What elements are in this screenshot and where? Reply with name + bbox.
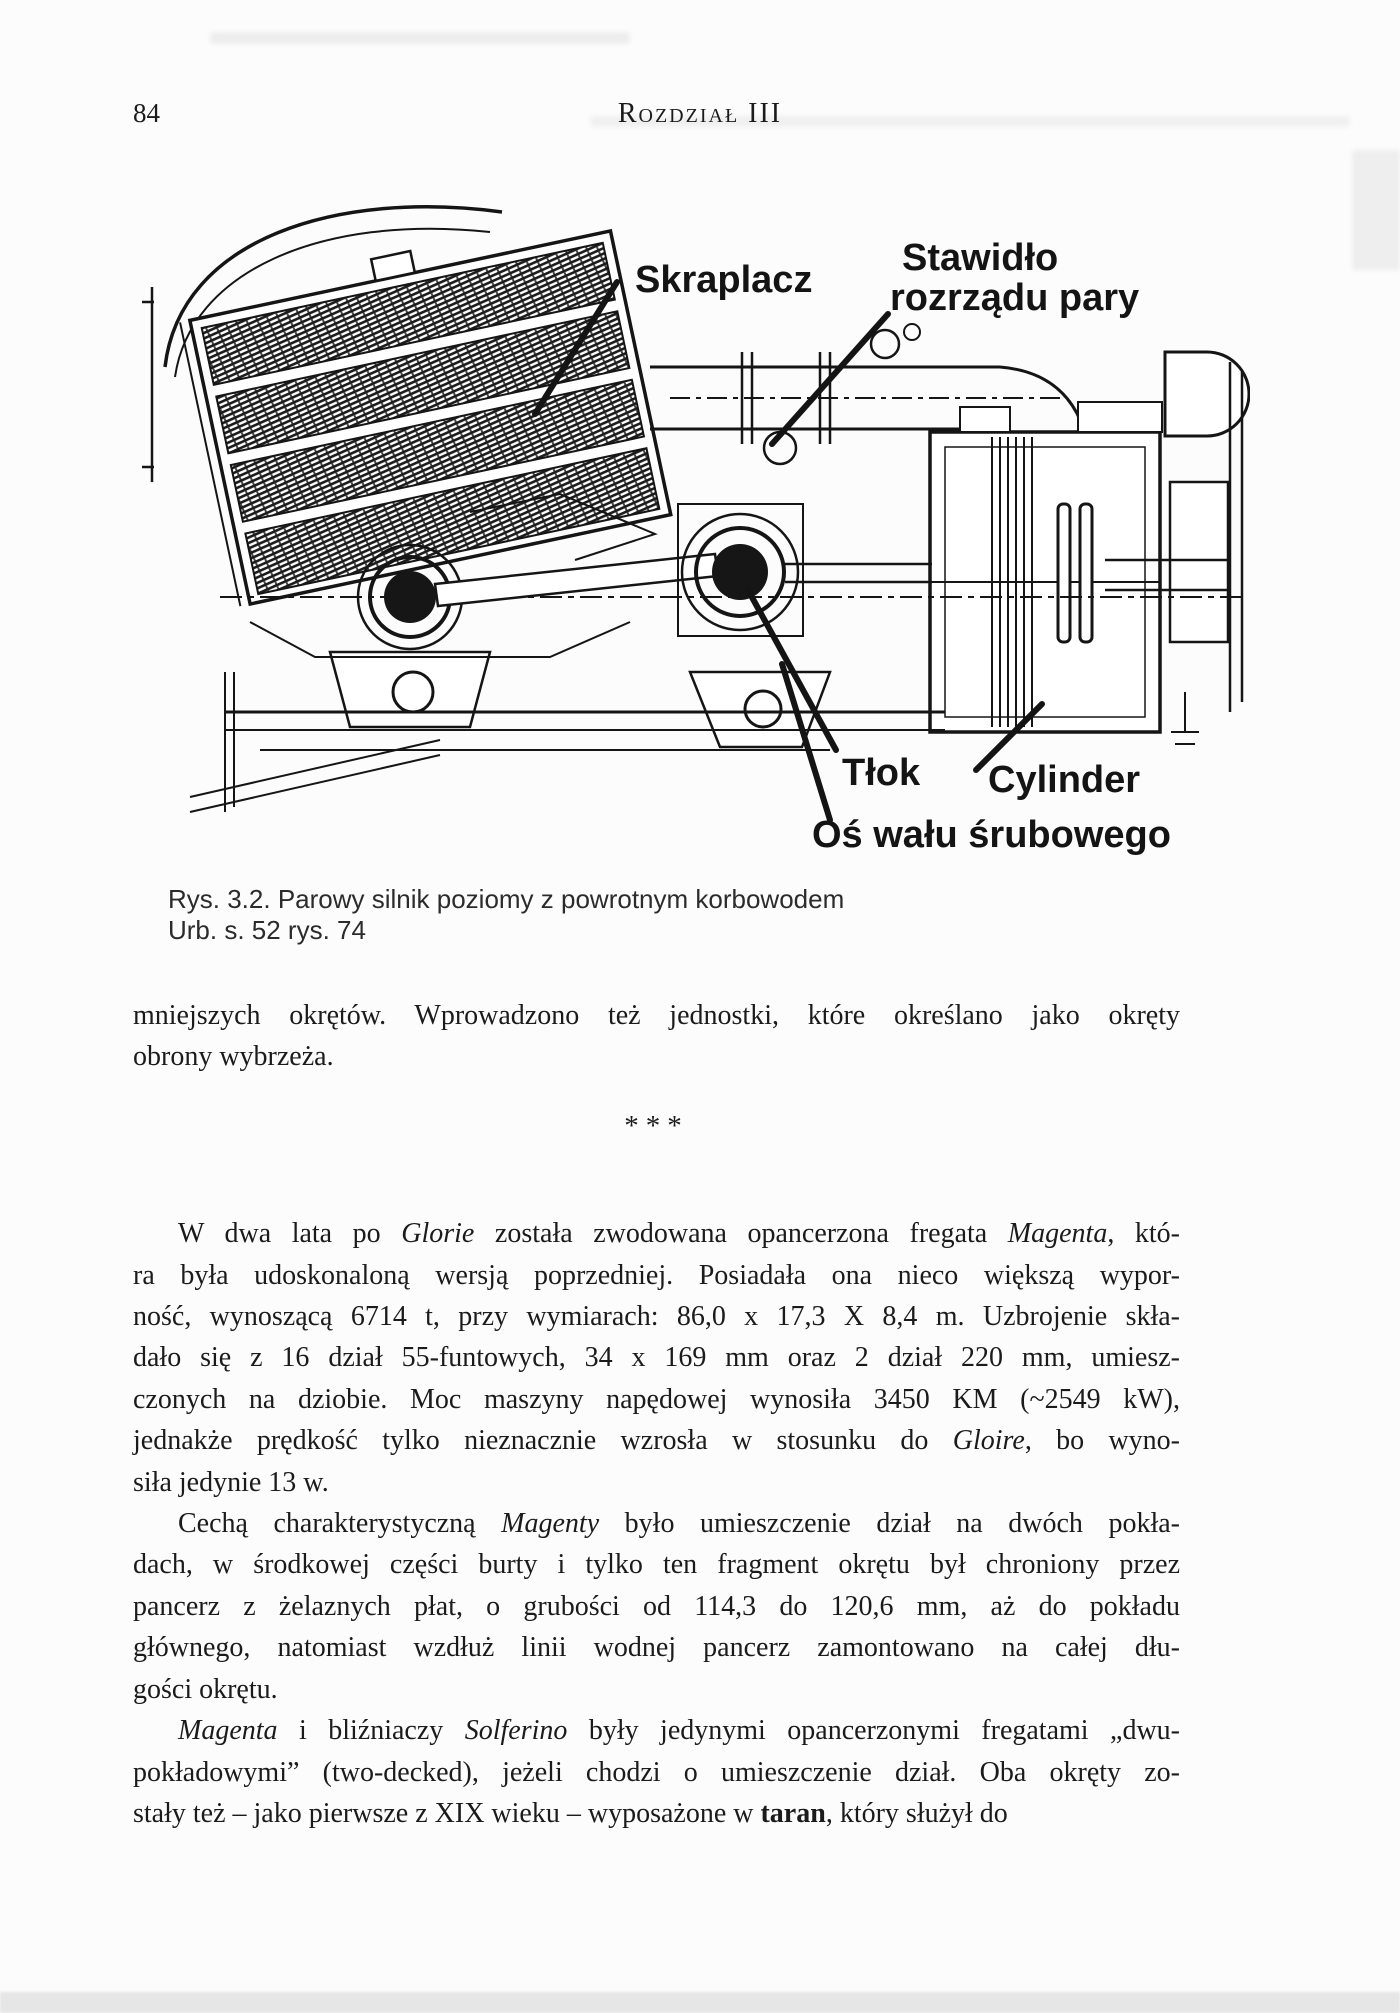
paragraphs-after-separator [133, 1213, 1180, 1834]
text-line: ność, wynoszącą 6714 t, przy wymiarach: 86,0 x 17,3 X 8,4 m. Uzbrojenie skła- [133, 1301, 1180, 1333]
text-line: głównego, natomiast wzdłuż linii wodnej pancerz zamontowano na całej dłu- [133, 1632, 1180, 1664]
text-line: pokładowymi” (two-decked), jeżeli chodzi o umieszczenie dział. Oba okręty zo- [133, 1756, 1180, 1788]
text-line: mniejszych okrętów. Wprowadzono też jednostki, które określano jako okręty [133, 1000, 1180, 1031]
shaft-label: Oś wału śrubowego [812, 814, 1171, 856]
piston-rod [785, 564, 932, 582]
figure-caption [168, 884, 844, 946]
paragraph [133, 1710, 1180, 1834]
paragraph [133, 1503, 1180, 1710]
text-line: dach, w środkowej części burty i tylko ten fragment okrętu był chroniony przez [133, 1549, 1180, 1581]
page-number: 84 [133, 98, 160, 128]
text-line: Magenta i bliźniaczy Solferino były jedynymi opancerzonymi fregatami „dwu- [178, 1715, 1180, 1747]
cylinder-label: Cylinder [988, 759, 1141, 801]
text-line: W dwa lata po Glorie została zwodowana opancerzona fregata Magenta, któ- [178, 1218, 1180, 1250]
chapter-header: Rozdział III [617, 98, 783, 129]
steam-engine-figure [130, 152, 1250, 874]
text-line: gości okrętu. [133, 1673, 278, 1705]
condenser-label: Skraplacz [635, 259, 813, 301]
caption-line1: Rys. 3.2. Parowy silnik poziomy z powrotnym korbowodem [168, 884, 845, 914]
text-line: stały też – jako pierwsze z XIX wieku – wyposażone w taran, który służył do [133, 1797, 1008, 1829]
caption-line2: Urb. s. 52 rys. 74 [168, 915, 366, 945]
section-separator: *** [624, 1109, 689, 1142]
body-text [133, 995, 1180, 1834]
valve-gear-label-line2: rozrządu pary [890, 277, 1140, 319]
paragraph [133, 995, 1180, 1078]
cylinder-block [930, 402, 1162, 732]
valve-gear-label-line1: Stawidło [902, 237, 1059, 279]
text-line: ra była udoskonaloną wersją poprzedniej. Posiadała ona nieco większą wypor- [133, 1259, 1180, 1291]
text-line: dało się z 16 dział 55-funtowych, 34 x 169 mm oraz 2 dział 220 mm, umiesz- [133, 1342, 1180, 1374]
text-line: czonych na dziobie. Moc maszyny napędowej wynosiła 3450 KM (~2549 kW), [133, 1383, 1180, 1415]
paragraphs-before-separator [133, 995, 1180, 1078]
text-line: jednakże prędkość tylko nieznacznie wzrosła w stosunku do Gloire, bo wyno- [133, 1425, 1181, 1457]
text-line: siła jedynie 13 w. [133, 1466, 329, 1498]
scan-artifact [210, 32, 630, 44]
piston-label: Tłok [842, 752, 921, 794]
scan-artifact [1352, 150, 1400, 270]
connecting-rod [435, 554, 718, 606]
text-line: Cechą charakterystyczną Magenty było umieszczenie dział na dwóch pokła- [178, 1508, 1180, 1540]
text-line: obrony wybrzeża. [133, 1041, 334, 1073]
paragraph [133, 1213, 1180, 1503]
scan-artifact [0, 1992, 1400, 2013]
text-line: pancerz z żelaznych płat, o grubości od 114,3 do 120,6 mm, aż do pokładu [133, 1590, 1180, 1622]
